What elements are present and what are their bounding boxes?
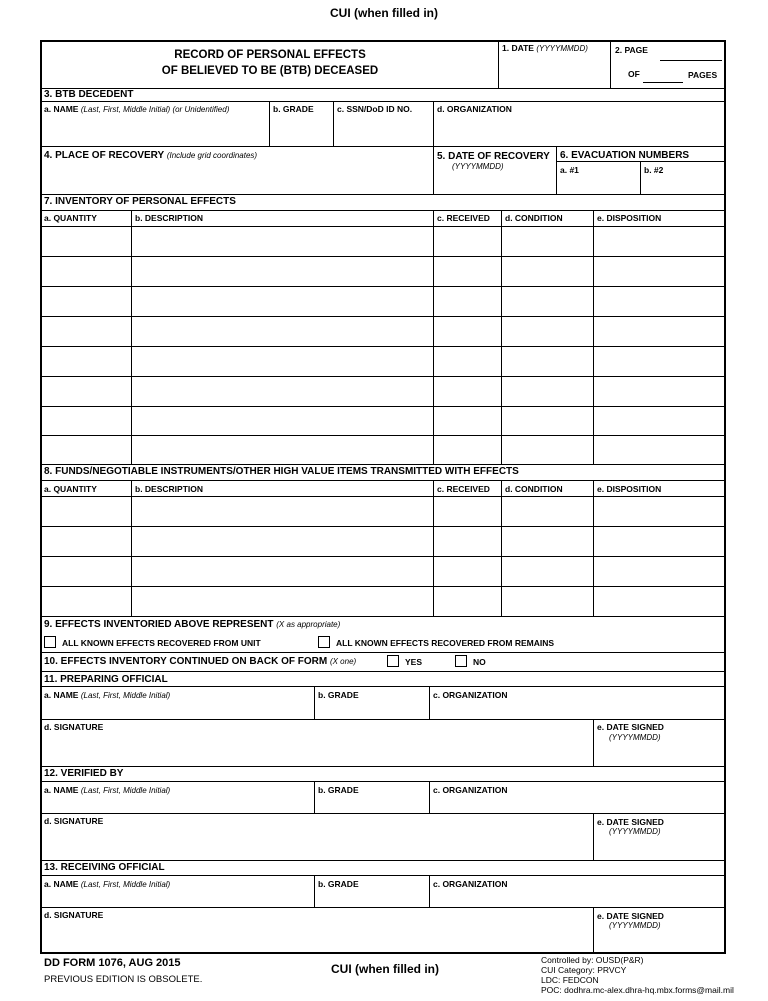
form-title-line2: OF BELIEVED TO BE (BTB) DECEASED	[161, 65, 379, 77]
verifier-org-field[interactable]	[431, 796, 724, 812]
preparer-date-signed-field[interactable]	[595, 745, 724, 765]
verifier-name-field[interactable]	[43, 796, 312, 812]
place-of-recovery-field[interactable]	[43, 163, 431, 193]
preparer-name-field[interactable]	[43, 701, 312, 718]
page-of-label: OF	[628, 69, 640, 79]
place-of-recovery-label: 4. PLACE OF RECOVERY (Include grid coordinates)	[44, 150, 258, 161]
s8-col-received: c. RECEIVED	[437, 484, 490, 494]
verifier-org-label: c. ORGANIZATION	[433, 785, 508, 795]
obsolete-notice: PREVIOUS EDITION IS OBSOLETE.	[44, 974, 203, 985]
s8-table-body[interactable]	[41, 497, 726, 616]
preparer-grade-label: b. GRADE	[318, 690, 359, 700]
receiver-grade-label: b. GRADE	[318, 879, 359, 889]
option-yes: YES	[405, 657, 423, 667]
decedent-name-label: a. NAME (Last, First, Middle Initial) (or Unidentified)	[44, 104, 230, 114]
s8-col-description: b. DESCRIPTION	[135, 484, 204, 494]
receiver-grade-field[interactable]	[316, 890, 427, 906]
section-12-heading: 12. VERIFIED BY	[44, 768, 124, 779]
checkbox-continued-no[interactable]	[455, 655, 467, 667]
verifier-date-signed-field[interactable]	[595, 839, 724, 859]
preparer-signature-label: d. SIGNATURE	[44, 722, 104, 732]
section-9-label: 9. EFFECTS INVENTORIED ABOVE REPRESENT (X as appropriate)	[44, 619, 341, 630]
receiver-date-signed-field[interactable]	[595, 933, 724, 952]
decedent-org-label: d. ORGANIZATION	[437, 104, 512, 114]
page-number-field[interactable]	[660, 44, 722, 60]
verifier-name-label: a. NAME (Last, First, Middle Initial)	[44, 785, 171, 795]
section-13-heading: 13. RECEIVING OFFICIAL	[44, 862, 165, 873]
date-of-recovery-label: 5. DATE OF RECOVERY	[437, 151, 550, 162]
section-11-heading: 11. PREPARING OFFICIAL	[44, 674, 168, 685]
s8-col-disposition: e. DISPOSITION	[597, 484, 662, 494]
cui-marking-bottom: CUI (when filled in)	[331, 962, 439, 976]
form-title-line1: RECORD OF PERSONAL EFFECTS	[174, 49, 366, 61]
decedent-name-field[interactable]	[43, 116, 267, 144]
preparer-signature-field[interactable]	[43, 734, 591, 765]
preparer-name-label: a. NAME (Last, First, Middle Initial)	[44, 690, 171, 700]
checkbox-recovered-from-remains[interactable]	[318, 636, 330, 648]
receiver-signature-label: d. SIGNATURE	[44, 910, 104, 920]
receiver-org-field[interactable]	[431, 890, 724, 906]
receiver-org-label: c. ORGANIZATION	[433, 879, 508, 889]
cui-category: CUI Category: PRVCY	[541, 965, 627, 975]
pages-label: PAGES	[688, 70, 718, 80]
date-field[interactable]	[500, 56, 608, 86]
ldc: LDC: FEDCON	[541, 975, 599, 985]
controlled-by: Controlled by: OUSD(P&R)	[541, 955, 644, 965]
decedent-ssn-label: c. SSN/DoD ID NO.	[337, 104, 413, 114]
s7-table-body[interactable]	[41, 227, 726, 464]
option-no: NO	[473, 657, 486, 667]
option-recovered-from-unit: ALL KNOWN EFFECTS RECOVERED FROM UNIT	[62, 638, 261, 648]
receiver-name-field[interactable]	[43, 890, 312, 906]
decedent-ssn-field[interactable]	[335, 116, 431, 144]
date-label: 1. DATE (YYYYMMDD)	[502, 43, 588, 53]
option-recovered-from-remains: ALL KNOWN EFFECTS RECOVERED FROM REMAINS	[336, 638, 555, 648]
verifier-signature-label: d. SIGNATURE	[44, 816, 104, 826]
s8-col-quantity: a. QUANTITY	[44, 484, 97, 494]
page-total-field[interactable]	[643, 66, 683, 82]
preparer-org-field[interactable]	[431, 701, 724, 718]
verifier-date-hint: (YYYYMMDD)	[609, 827, 661, 836]
receiver-name-label: a. NAME (Last, First, Middle Initial)	[44, 879, 171, 889]
preparer-date-hint: (YYYYMMDD)	[609, 733, 661, 742]
form-number: DD FORM 1076, AUG 2015	[44, 957, 181, 969]
s8-col-condition: d. CONDITION	[505, 484, 563, 494]
receiver-date-signed-label: e. DATE SIGNED	[597, 911, 664, 921]
preparer-date-signed-label: e. DATE SIGNED	[597, 722, 664, 732]
section-3-heading: 3. BTB DECEDENT	[44, 89, 134, 100]
verifier-date-signed-label: e. DATE SIGNED	[597, 817, 664, 827]
verifier-signature-field[interactable]	[43, 828, 591, 859]
receiver-date-hint: (YYYYMMDD)	[609, 921, 661, 930]
preparer-grade-field[interactable]	[316, 701, 427, 718]
s7-col-disposition: e. DISPOSITION	[597, 213, 662, 223]
s7-col-received: c. RECEIVED	[437, 213, 490, 223]
verifier-grade-label: b. GRADE	[318, 785, 359, 795]
receiver-signature-field[interactable]	[43, 922, 591, 952]
s7-col-condition: d. CONDITION	[505, 213, 563, 223]
evac-number-1-field[interactable]	[558, 176, 638, 193]
evac-number-2-label: b. #2	[644, 165, 664, 175]
section-7-heading: 7. INVENTORY OF PERSONAL EFFECTS	[44, 196, 236, 207]
poc-email: POC: dodhra.mc-alex.dhra-hq.mbx.forms@mail.mil	[541, 985, 734, 995]
checkbox-continued-yes[interactable]	[387, 655, 399, 667]
evac-number-1-label: a. #1	[560, 165, 579, 175]
section-10-label: 10. EFFECTS INVENTORY CONTINUED ON BACK OF FORM (X one)	[44, 656, 357, 667]
date-of-recovery-field[interactable]	[435, 174, 554, 193]
decedent-org-field[interactable]	[435, 116, 724, 144]
s7-col-description: b. DESCRIPTION	[135, 213, 204, 223]
checkbox-recovered-from-unit[interactable]	[44, 636, 56, 648]
verifier-grade-field[interactable]	[316, 796, 427, 812]
section-8-heading: 8. FUNDS/NEGOTIABLE INSTRUMENTS/OTHER HIGH VALUE ITEMS TRANSMITTED WITH EFFECTS	[44, 466, 519, 477]
s7-col-quantity: a. QUANTITY	[44, 213, 97, 223]
page-label: 2. PAGE	[615, 45, 648, 55]
decedent-grade-field[interactable]	[271, 116, 331, 144]
date-of-recovery-hint: (YYYYMMDD)	[452, 162, 504, 171]
decedent-grade-label: b. GRADE	[273, 104, 314, 114]
cui-marking-top: CUI (when filled in)	[330, 6, 438, 20]
evac-number-2-field[interactable]	[642, 176, 724, 193]
evacuation-numbers-label: 6. EVACUATION NUMBERS	[560, 150, 690, 161]
preparer-org-label: c. ORGANIZATION	[433, 690, 508, 700]
